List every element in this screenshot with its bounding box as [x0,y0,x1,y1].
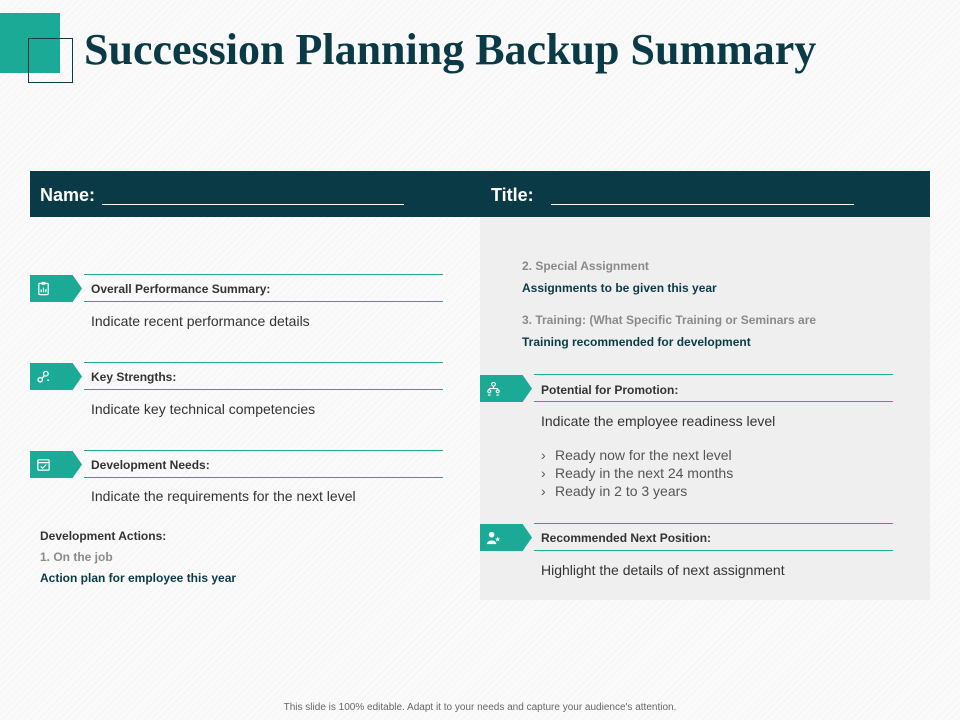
development-actions-heading: Development Actions: [40,529,167,543]
key-strengths-description: Indicate key technical competencies [91,401,316,417]
next-position-description: Highlight the details of next assignment [541,562,785,578]
chevron-right-icon: › [541,447,546,463]
chevron-right-icon: › [541,483,546,499]
section-bottom-line [84,477,443,478]
name-label: Name: [40,185,96,205]
title-input-line[interactable] [551,204,854,205]
development-actions-item: 1. On the job [40,550,113,564]
list-item [541,482,733,500]
special-assignment-heading: 2. Special Assignment [522,259,649,273]
readiness-option: Ready in the next 24 months [555,465,734,481]
section-bottom-line [84,301,443,302]
decorative-square-outline [28,38,73,83]
list-item [541,464,733,482]
calendar-check-icon [30,451,82,478]
list-item [541,446,733,464]
development-needs-description: Indicate the requirements for the next level [91,488,356,504]
user-star-icon [480,524,532,551]
section-top-line [84,450,443,451]
readiness-option: Ready in 2 to 3 years [555,483,688,499]
team-hierarchy-icon [480,375,532,402]
development-needs-label: Development Needs: [91,458,210,472]
overall-performance-label: Overall Performance Summary: [91,282,271,296]
next-position-label: Recommended Next Position: [541,531,712,545]
footer-note: This slide is 100% editable. Adapt it to your needs and capture your audience's attention. [283,702,677,713]
section-bottom-line [534,401,893,402]
readiness-option: Ready now for the next level [555,447,732,463]
clipboard-chart-icon [30,275,82,302]
training-heading: 3. Training: (What Specific Training or Seminars are [522,313,817,327]
training-detail: Training recommended for development [522,335,751,349]
section-bottom-line [84,389,443,390]
key-strengths-label: Key Strengths: [91,370,177,384]
chevron-right-icon: › [541,465,546,481]
title-label: Title: [491,185,534,205]
section-top-line [534,374,893,375]
development-actions-detail: Action plan for employee this year [40,571,237,585]
special-assignment-detail: Assignments to be given this year [522,281,717,295]
potential-promotion-label: Potential for Promotion: [541,383,679,397]
potential-promotion-description: Indicate the employee readiness level [541,413,776,429]
name-input-line[interactable] [102,204,404,205]
readiness-options-list [541,446,733,500]
section-bottom-line [534,550,893,551]
section-top-line [84,362,443,363]
overall-performance-description: Indicate recent performance details [91,313,310,329]
page-title: Succession Planning Backup Summary [84,25,817,74]
name-title-header-bar [30,171,930,217]
key-gear-icon [30,363,82,390]
section-top-line [84,274,443,275]
section-top-line [534,523,893,524]
